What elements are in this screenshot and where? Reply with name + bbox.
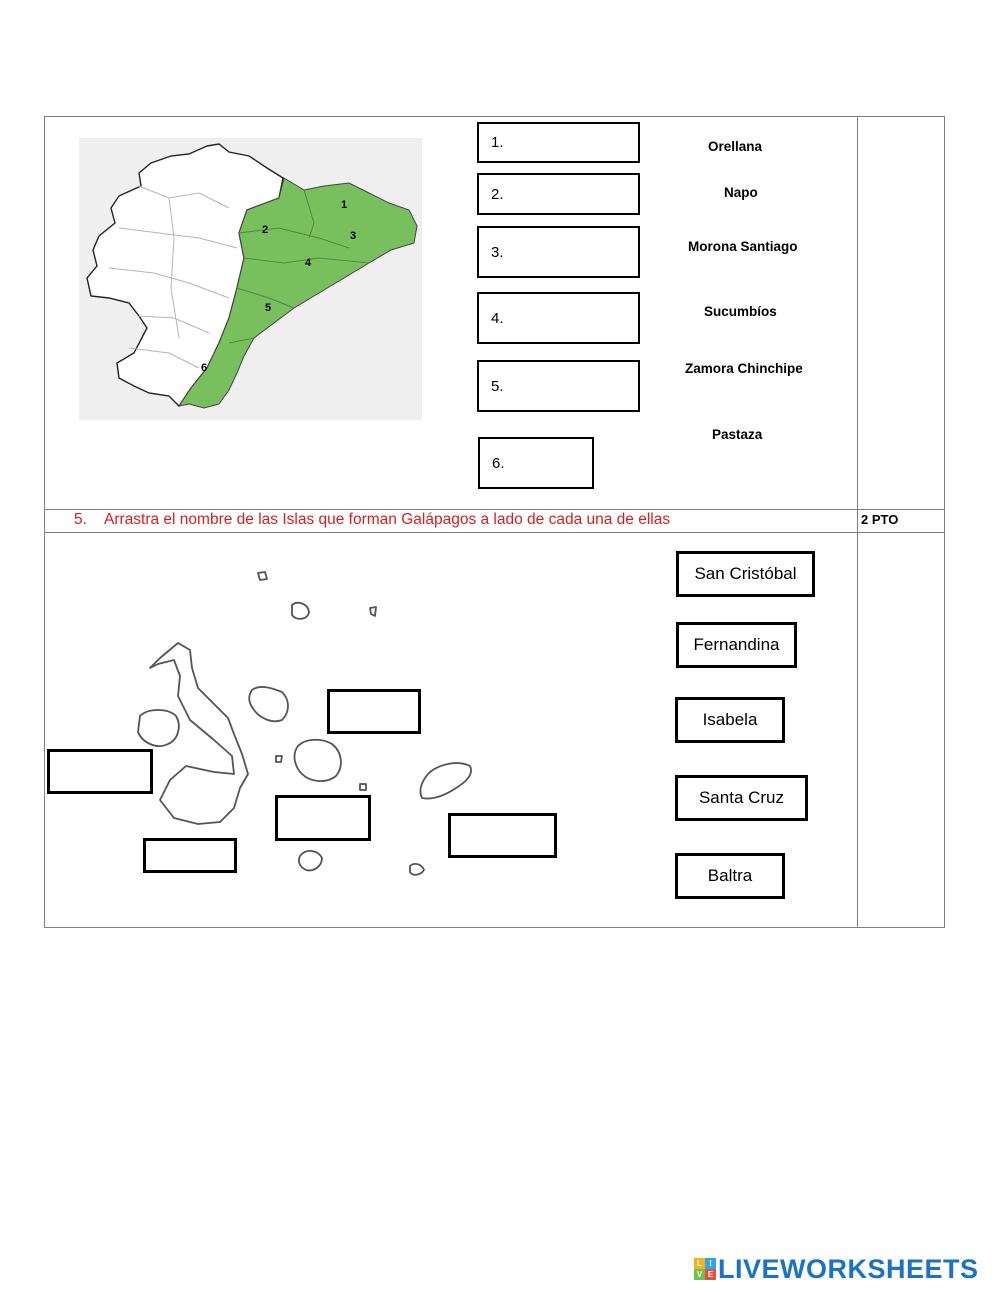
answer-box-6[interactable]	[478, 437, 594, 489]
ecuador-map-graphic	[79, 138, 422, 420]
label-baltra[interactable]: Baltra	[675, 853, 785, 899]
table-row-divider-2	[44, 532, 945, 533]
liveworksheets-logo-icon: L I V E	[694, 1258, 716, 1280]
drop-target-1[interactable]	[327, 689, 421, 734]
island-isabela	[150, 643, 248, 824]
island-santiago	[249, 687, 288, 721]
brand-name: LIVEWORKSHEETS	[718, 1253, 979, 1284]
map-number-2: 2	[262, 224, 269, 236]
island-floreana	[299, 851, 322, 870]
island-espanola	[410, 864, 424, 875]
liveworksheets-brand	[694, 1254, 979, 1284]
map-number-5: 5	[265, 302, 272, 314]
island-pinzon	[360, 784, 366, 790]
answer-box-5[interactable]	[477, 360, 640, 412]
drop-target-4[interactable]	[448, 813, 557, 858]
island-pinta	[292, 603, 309, 619]
label-isabela[interactable]: Isabela	[675, 697, 785, 743]
answer-box-3-label: 3.	[491, 243, 504, 261]
label-fernandina[interactable]: Fernandina	[676, 622, 797, 668]
map-number-1: 1	[341, 199, 348, 211]
province-orellana[interactable]: Orellana	[708, 139, 763, 154]
answer-box-2-label: 2.	[491, 185, 504, 203]
island-santa-cruz	[295, 740, 341, 781]
answer-box-1[interactable]	[477, 122, 640, 163]
drop-target-3[interactable]	[275, 795, 371, 841]
table-top-border	[44, 116, 945, 117]
province-napo[interactable]: Napo	[724, 185, 758, 200]
question-number: 5.	[74, 511, 87, 528]
answer-box-4[interactable]	[477, 292, 640, 344]
points-label: 2 PTO	[861, 512, 899, 527]
drop-target-5[interactable]	[143, 838, 237, 873]
label-santa-cruz[interactable]: Santa Cruz	[675, 775, 808, 821]
province-zamora-chinchipe[interactable]: Zamora Chinchipe	[685, 361, 803, 376]
table-row-divider-1	[44, 509, 945, 510]
label-san-cristobal[interactable]: San Cristóbal	[676, 551, 815, 597]
drop-target-2[interactable]	[47, 749, 153, 794]
island-san-cristobal	[420, 763, 471, 798]
table-right-border	[944, 116, 945, 928]
answer-box-3[interactable]	[477, 226, 640, 278]
answer-box-6-label: 6.	[492, 454, 505, 472]
ecuador-map	[79, 138, 422, 420]
question-5-instruction	[74, 511, 670, 529]
island-darwin	[258, 572, 267, 580]
answer-box-4-label: 4.	[491, 309, 504, 327]
table-bottom-border	[44, 927, 945, 928]
answer-box-5-label: 5.	[491, 377, 504, 395]
map-number-6: 6	[201, 362, 208, 374]
province-pastaza[interactable]: Pastaza	[712, 427, 763, 442]
island-marchena	[370, 607, 376, 616]
map-number-4: 4	[305, 257, 312, 269]
province-morona-santiago[interactable]: Morona Santiago	[688, 239, 798, 254]
island-rabida	[276, 756, 282, 762]
table-score-divider	[857, 116, 858, 928]
question-text: Arrastra el nombre de las Islas que forman Galápagos a lado de cada una de ellas	[104, 511, 671, 528]
answer-box-2[interactable]	[477, 173, 640, 215]
table-left-border	[44, 116, 45, 928]
province-sucumbios[interactable]: Sucumbíos	[704, 304, 777, 319]
answer-box-1-label: 1.	[491, 134, 504, 151]
map-number-3: 3	[350, 230, 357, 242]
island-fernandina	[138, 710, 179, 746]
